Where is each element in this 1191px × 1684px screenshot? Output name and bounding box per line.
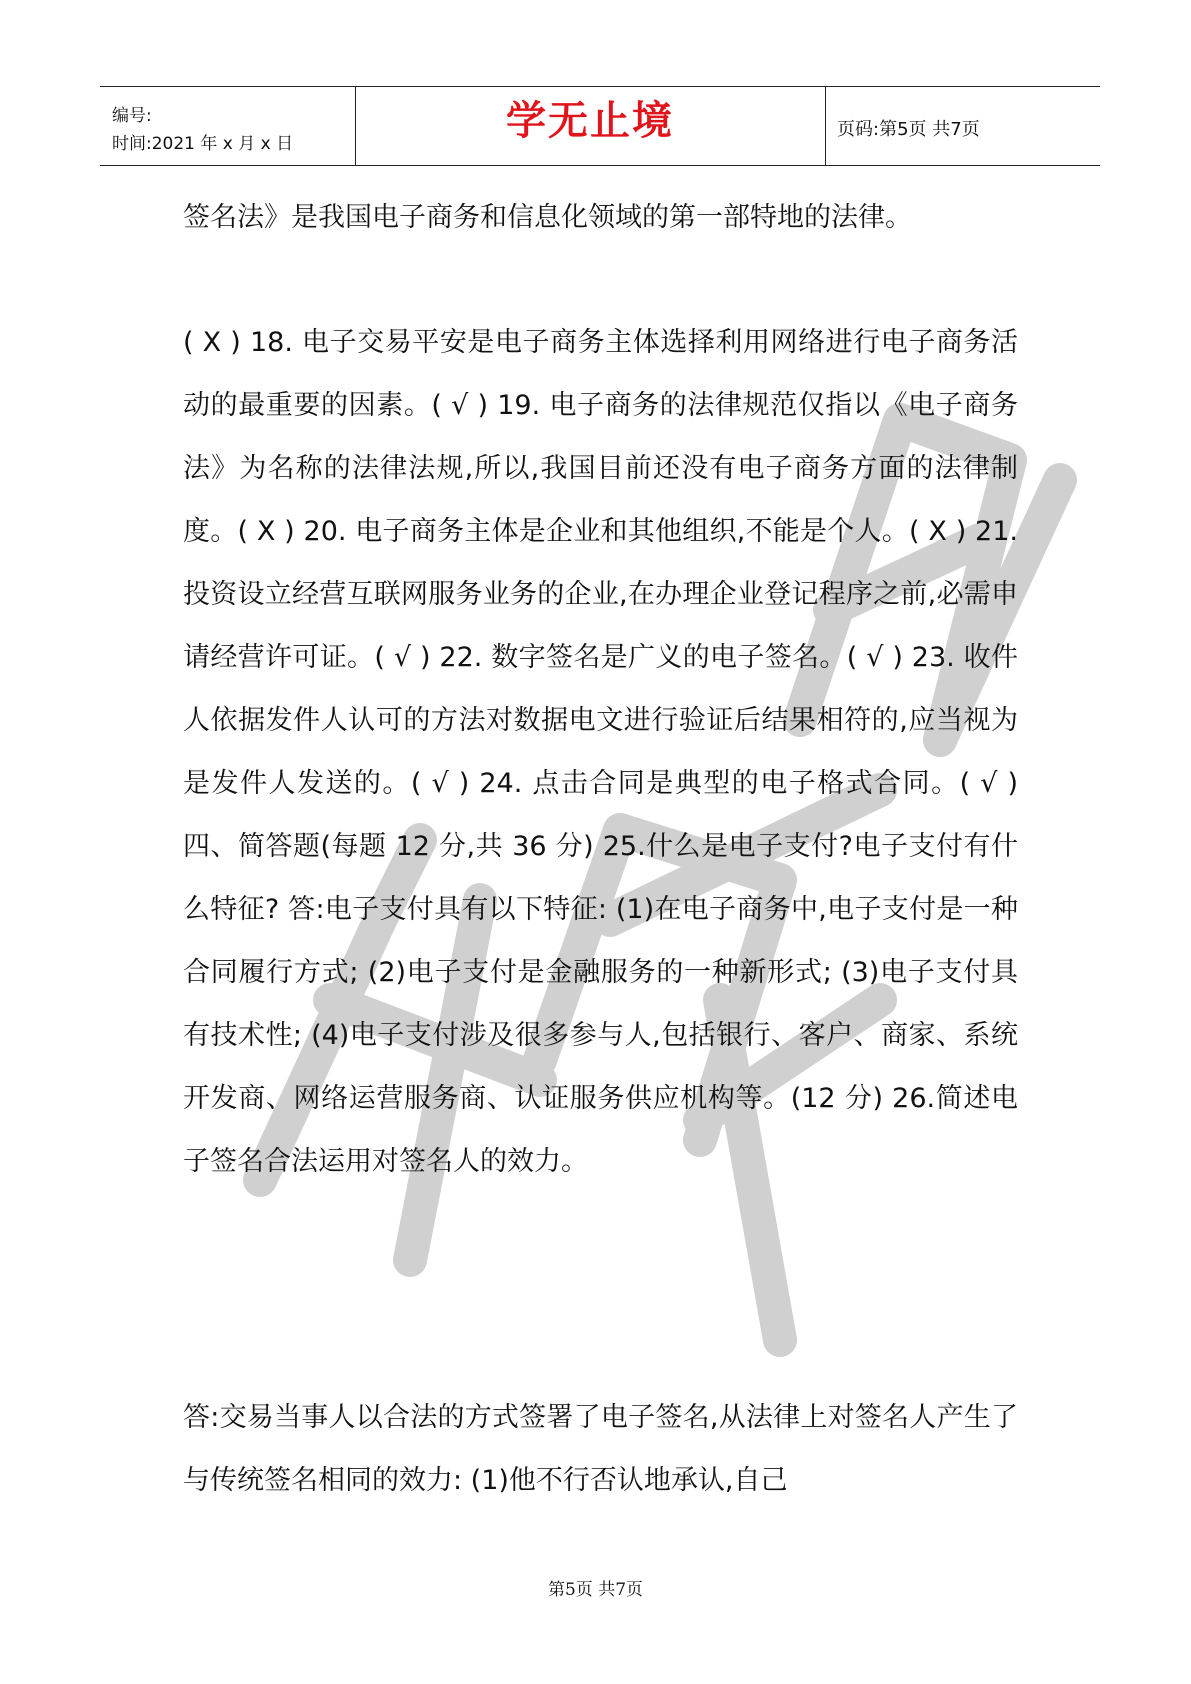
- document-number-label: 编号:: [112, 106, 152, 126]
- paragraph-1: 签名法》是我国电子商务和信息化领域的第一部特地的法律。: [183, 202, 912, 233]
- brand-title: 学无止境: [506, 98, 674, 144]
- header-meta-cell: [100, 87, 356, 165]
- header-page-cell: [825, 87, 1100, 165]
- header-page-info: 页码:第5页 共7页: [837, 119, 980, 140]
- document-time-label: 时间:2021 年 x 月 x 日: [112, 134, 294, 154]
- page-footer: 第5页 共7页: [547, 1580, 644, 1600]
- document-header: [100, 86, 1100, 166]
- header-brand-cell: [355, 87, 826, 165]
- paragraph-2: ( X ) 18. 电子交易平安是电子商务主体选择利用网络进行电子商务活动的最重要的因素。( √ ) 19. 电子商务的法律规范仅指以《电子商务法》为名称的法律法规,所以,我国目前还没有电子商务方面的法律制度。( X ) 20. 电子商务主体是企业和其他组织,不能是个人。( X ) 21. 投资设立经营互联网服务业务的企业,在办理企业登记程序之前,必需申请经营许可证。( √ ) 22. 数字签名是广义的电子签名。( √ ) 23. 收件人依据发件人认可的方法对数据电文进行验证后结果相符的,应当视为是发件人发送的。( √ ) 24. 点击合同是典型的电子格式合同。( √ ) 四、简答题(每题 12 分,共 36 分) 25.什么是电子支付?电子支付有什么特征? 答:电子支付具有以下特征: (1)在电子商务中,电子支付是一种合同履行方式; (2)电子支付是金融服务的一种新形式; (3)电子支付具有技术性; (4)电子支付涉及很多参与人,包括银行、客户、商家、系统开发商、网络运营服务商、认证服务供应机构等。(12 分) 26.简述电子签名合法运用对签名人的效力。: [183, 327, 1018, 1177]
- paragraph-3: 答:交易当事人以合法的方式签署了电子签名,从法律上对签名人产生了与传统签名相同的效力: (1)他不行否认地承认,自己: [183, 1402, 1018, 1496]
